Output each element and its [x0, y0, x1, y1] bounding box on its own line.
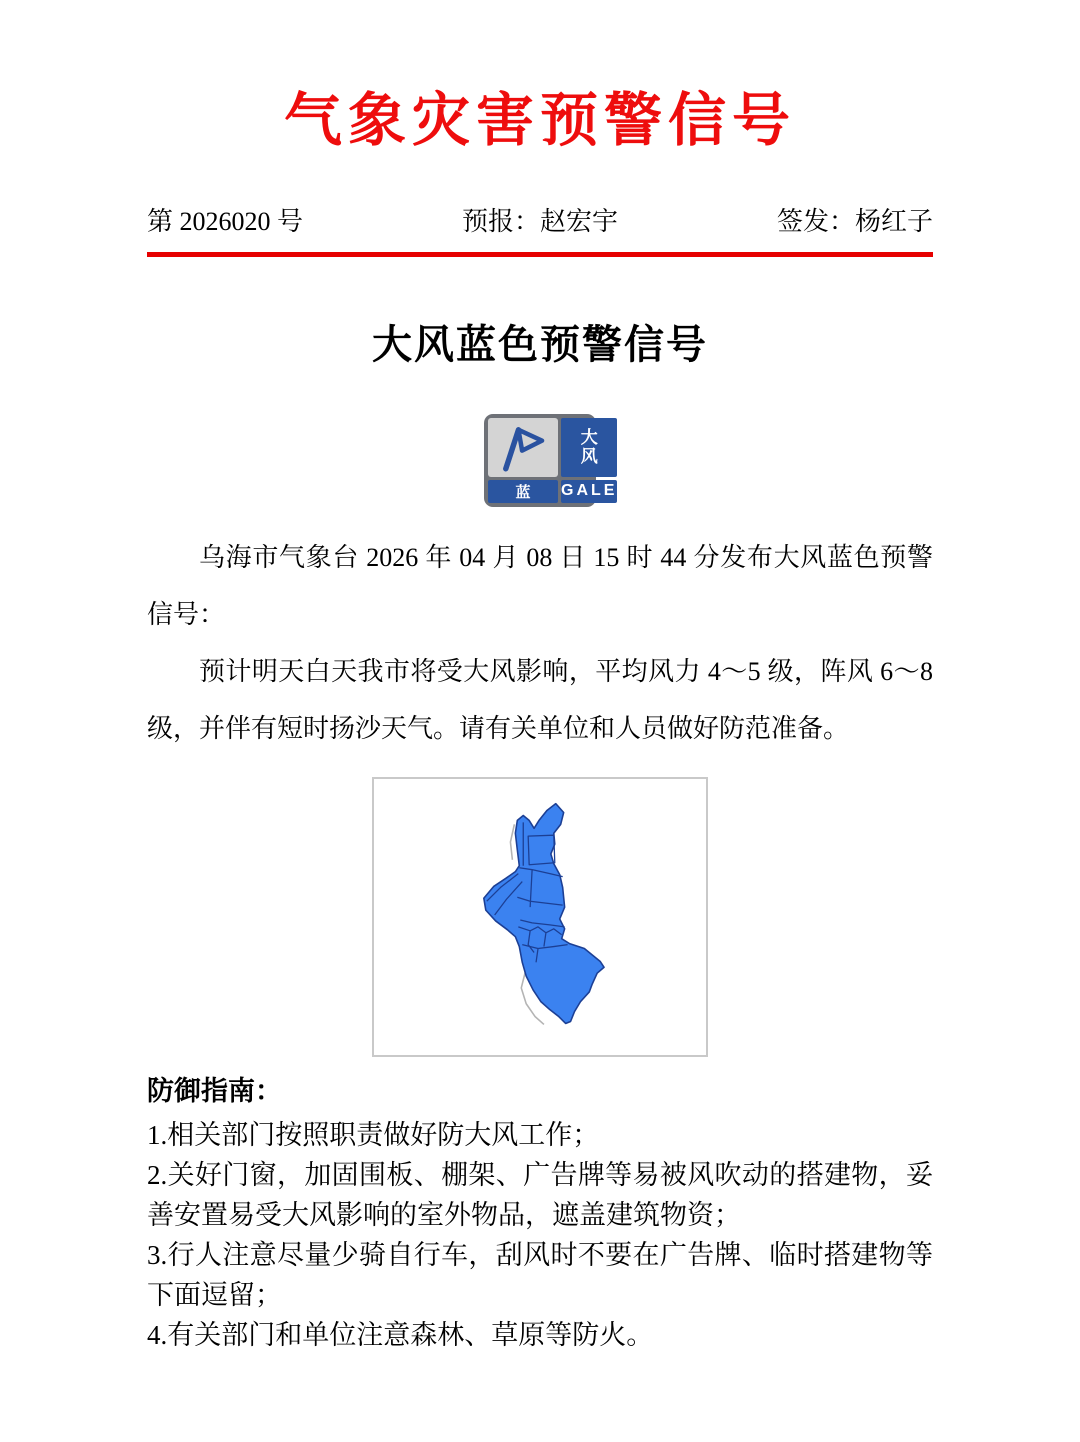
guide-list: [147, 1115, 933, 1355]
warning-body: [147, 529, 933, 757]
map-frame: [372, 777, 708, 1057]
signer: 签发：杨红子: [776, 206, 933, 236]
guide-item-4: 4.有关部门和单位注意森林、草原等防火。: [147, 1319, 654, 1350]
document-meta-row: [147, 201, 933, 238]
issue-paragraph: 乌海市气象台 2026 年 04 月 08 日 15 时 44 分发布大风蓝色预警信号：: [147, 542, 933, 629]
level-badge: 蓝: [488, 480, 558, 503]
warning-icon-row: [147, 414, 933, 507]
forecaster: 预报：赵宏宇: [461, 206, 618, 236]
flag-panel: [488, 418, 558, 477]
wuhai-city-map: [374, 779, 706, 1055]
issue-number: 第 2026020 号: [147, 206, 304, 236]
hazard-label-panel: [561, 418, 617, 477]
forecast-paragraph: 预计明天白天我市将受大风影响，平均风力 4～5 级，阵风 6～8 级，并伴有短时扬沙天气。请有关单位和人员做好防范准备。: [147, 656, 933, 743]
gale-blue-warning-icon: [484, 414, 618, 507]
wind-flag-icon: [494, 421, 552, 473]
guide-title: 防御指南：: [147, 1075, 282, 1106]
red-divider: [147, 252, 933, 257]
document-content: [147, 0, 933, 1355]
hazard-char-top: 大: [580, 427, 598, 447]
map-city-shape: [484, 803, 604, 1023]
guide-item-3: 3.行人注意尽量少骑自行车，刮风时不要在广告牌、临时搭建物等下面逗留；: [147, 1239, 933, 1310]
guide-item-2: 2.关好门窗，加固围板、棚架、广告牌等易被风吹动的搭建物，妥善安置易受大风影响的室外物品，遮盖建筑物资；: [147, 1159, 933, 1230]
warning-subtitle: 大风蓝色预警信号: [372, 321, 708, 367]
document-title: 气象灾害预警信号: [283, 88, 796, 153]
level-english-label: GALE: [561, 480, 617, 503]
hazard-char-bottom: 风: [580, 447, 598, 467]
guide-item-1: 1.相关部门按照职责做好防大风工作；: [147, 1119, 600, 1150]
